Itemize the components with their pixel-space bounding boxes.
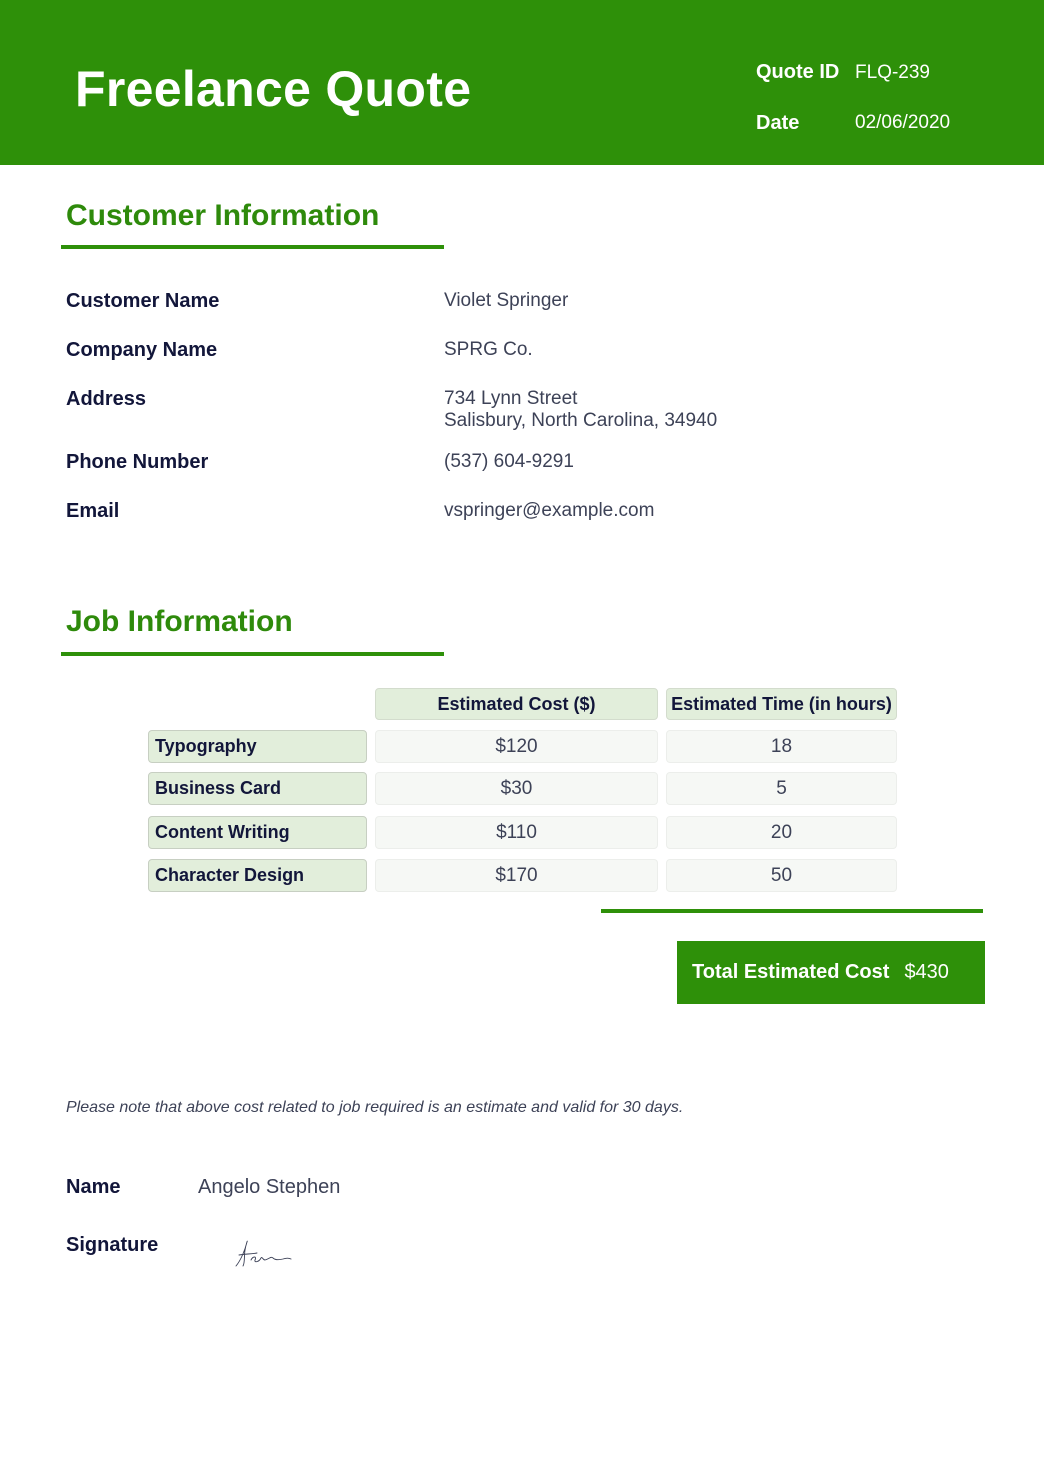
total-cost-label: Total Estimated Cost (692, 961, 890, 983)
email-label: Email (66, 500, 120, 522)
phone-label: Phone Number (66, 451, 209, 473)
document-title: Freelance Quote (75, 61, 472, 117)
row-header-content-writing: Content Writing (148, 816, 367, 849)
time-cell-content-writing: 20 (666, 816, 897, 849)
address-line-1: 734 Lynn Street (444, 388, 578, 409)
signature-label: Signature (66, 1234, 159, 1256)
customer-section-divider (61, 245, 444, 249)
customer-name-label: Customer Name (66, 290, 220, 312)
time-cell-typography: 18 (666, 730, 897, 763)
cost-cell-typography: $120 (375, 730, 658, 763)
total-divider (601, 909, 983, 913)
address-label: Address (66, 388, 147, 410)
time-cell-character-design: 50 (666, 859, 897, 892)
cost-cell-character-design: $170 (375, 859, 658, 892)
signature-image (233, 1236, 295, 1270)
date-value: 02/06/2020 (855, 112, 951, 133)
name-value: Angelo Stephen (198, 1176, 341, 1198)
job-section-title: Job Information (66, 605, 293, 638)
phone-value: (537) 604-9291 (444, 451, 574, 472)
customer-name-value: Violet Springer (444, 290, 569, 311)
date-label: Date (756, 112, 800, 134)
job-section-divider (61, 652, 444, 656)
row-header-typography: Typography (148, 730, 367, 763)
row-header-business-card: Business Card (148, 772, 367, 805)
customer-section-title: Customer Information (66, 199, 380, 232)
name-label: Name (66, 1176, 121, 1198)
cost-cell-business-card: $30 (375, 772, 658, 805)
company-name-value: SPRG Co. (444, 339, 533, 360)
header-banner (0, 0, 1044, 165)
cost-cell-content-writing: $110 (375, 816, 658, 849)
column-header-time: Estimated Time (in hours) (666, 688, 897, 720)
company-name-label: Company Name (66, 339, 218, 361)
quote-id-value: FLQ-239 (855, 62, 930, 83)
address-line-2: Salisbury, North Carolina, 34940 (444, 410, 718, 431)
quote-id-label: Quote ID (756, 61, 840, 83)
total-cost-value: $430 (904, 961, 949, 983)
row-header-character-design: Character Design (148, 859, 367, 892)
total-estimated-cost-box (677, 941, 985, 1004)
time-cell-business-card: 5 (666, 772, 897, 805)
validity-note: Please note that above cost related to job required is an estimate and valid for 30 days. (66, 1099, 684, 1116)
email-value: vspringer@example.com (444, 500, 655, 521)
column-header-cost: Estimated Cost ($) (375, 688, 658, 720)
